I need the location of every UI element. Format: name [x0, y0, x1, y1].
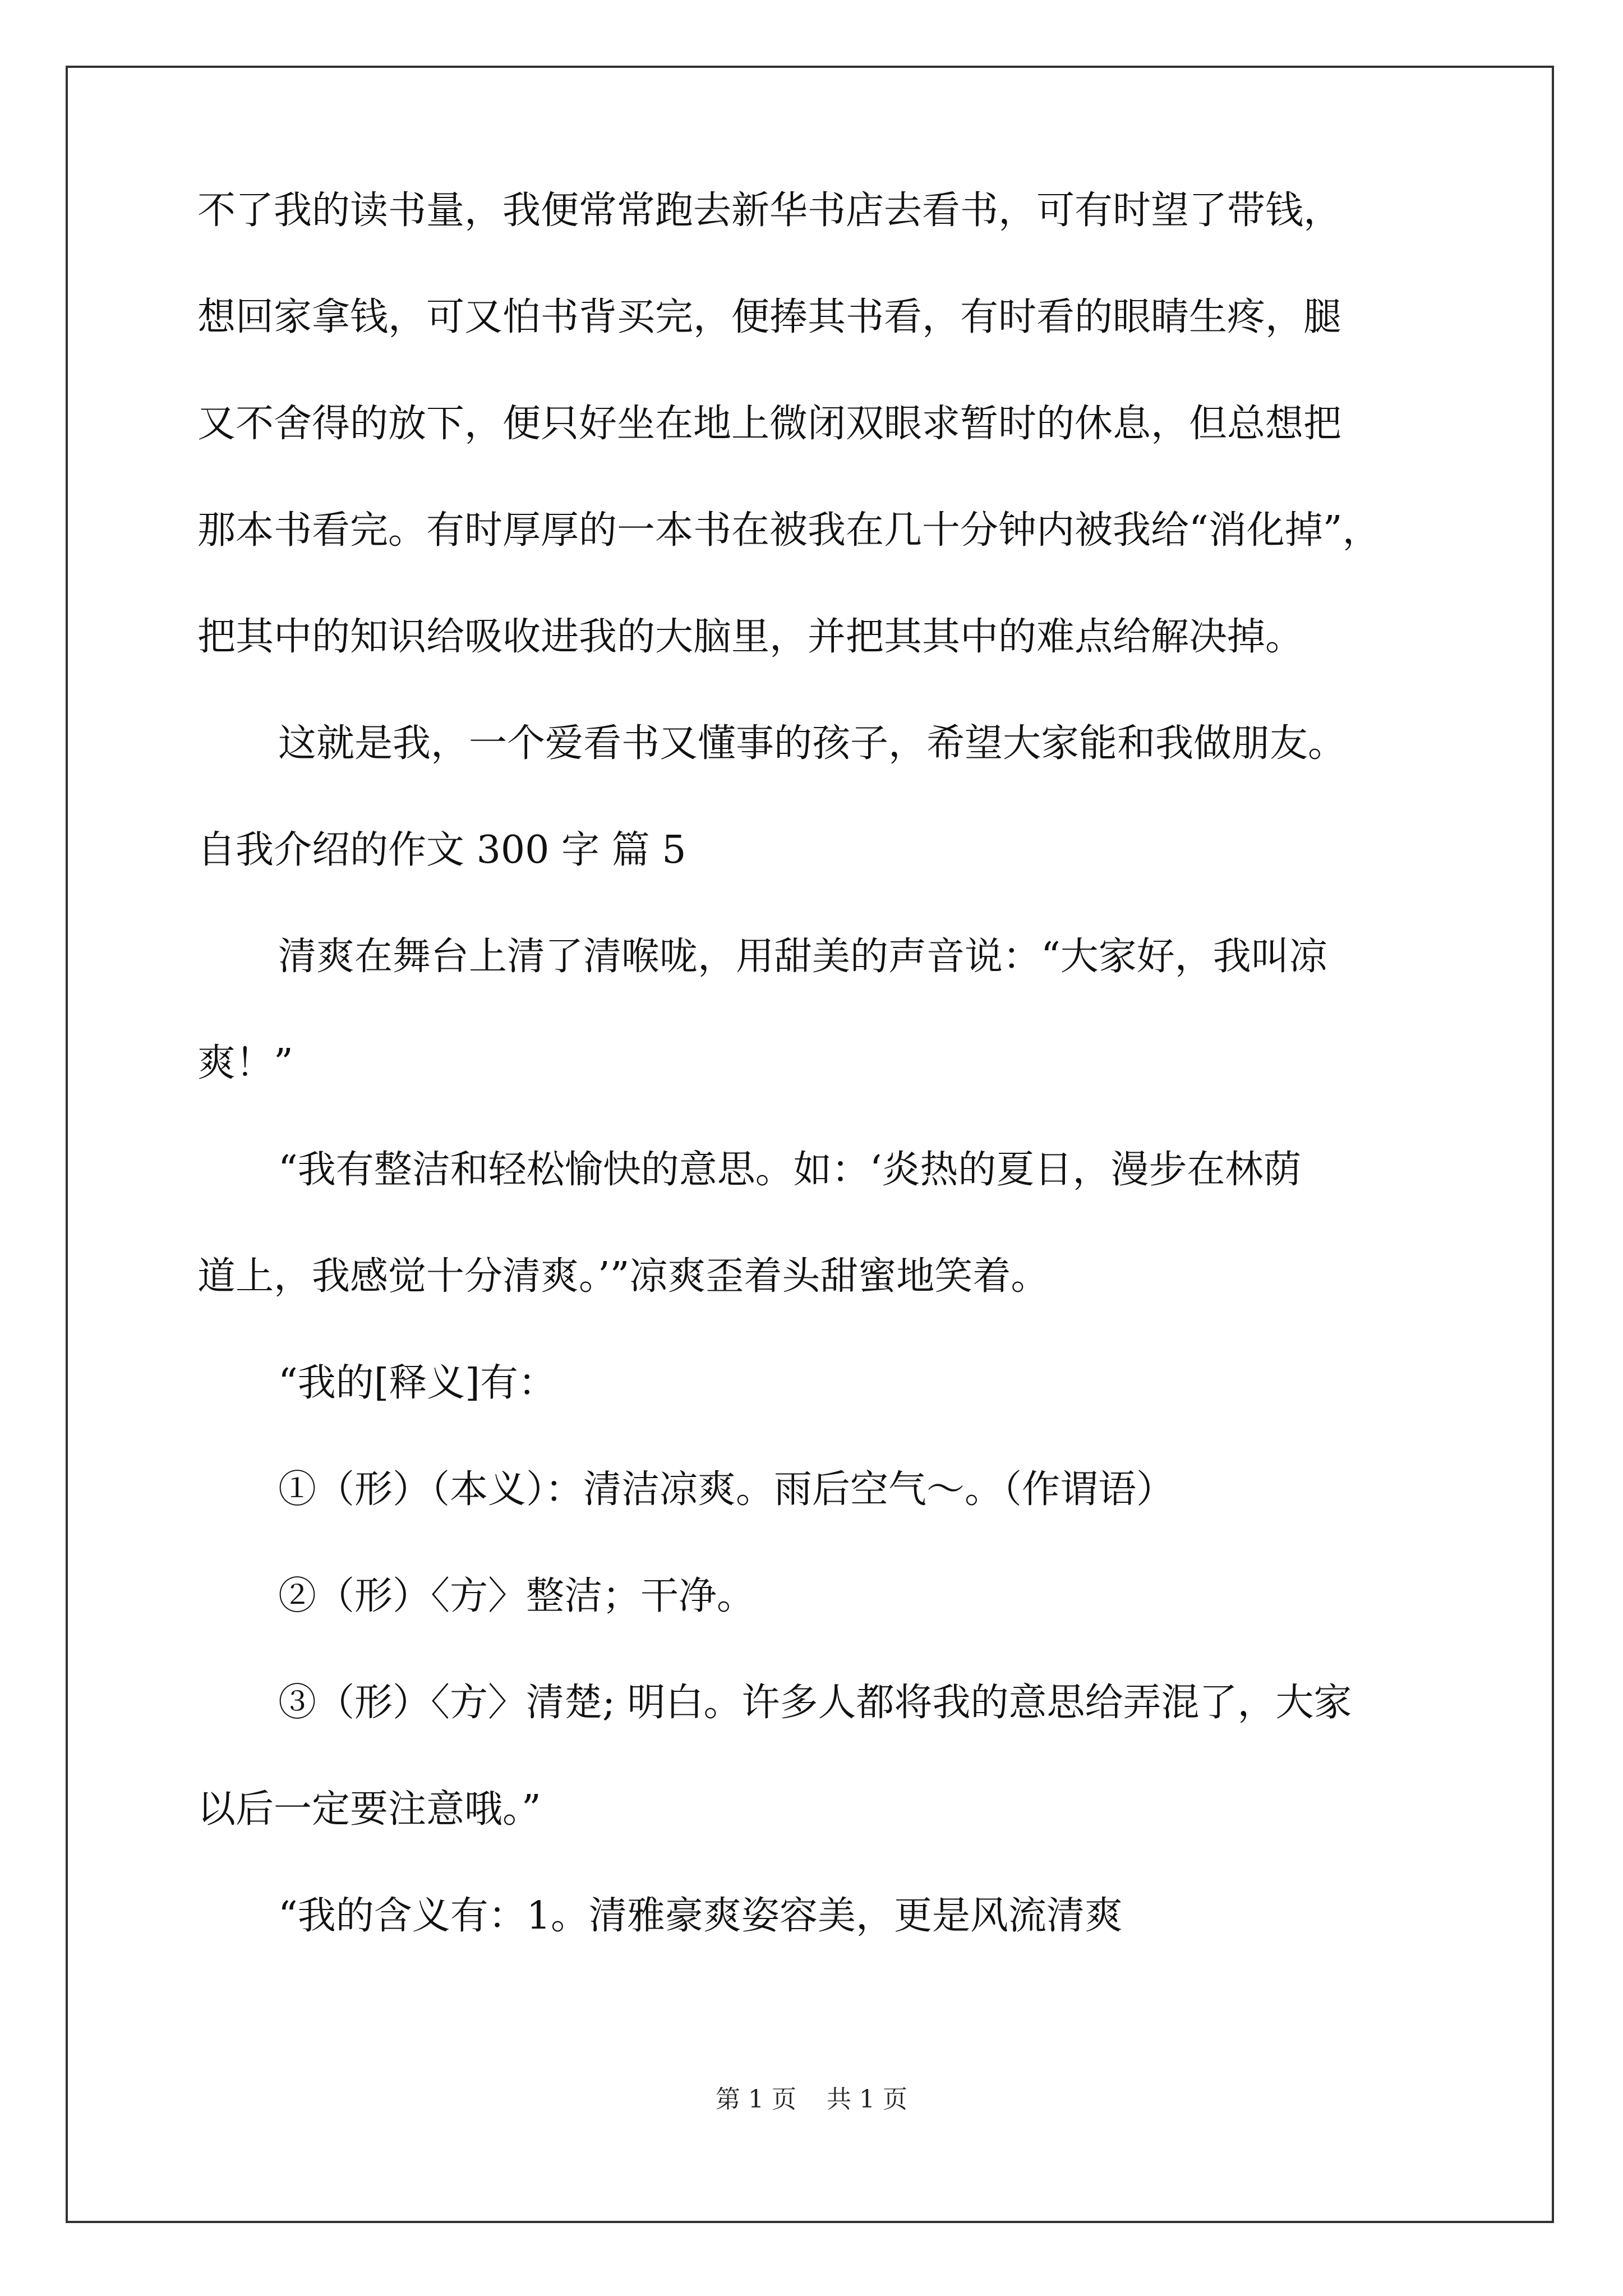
page-total: 共 1 页	[827, 2085, 907, 2114]
body-line-12: “我的[释义]有：	[278, 1361, 556, 1405]
body-line-11: 道上，我感觉十分清爽。’”凉爽歪着头甜蜜地笑着。	[197, 1254, 1049, 1299]
page-number: 第 1 页	[716, 2085, 796, 2114]
body-line-3: 又不舍得的放下，便只好坐在地上微闭双眼求暂时的休息，但总想把	[197, 402, 1342, 446]
body-line-17: “我的含义有：1。清雅豪爽姿容美，更是风流清爽	[278, 1894, 1123, 1938]
body-line-4: 那本书看完。有时厚厚的一本书在被我在几十分钟内被我给“消化掉”，	[197, 508, 1381, 553]
page-footer	[0, 2083, 1623, 2116]
section-heading: 自我介绍的作文 300 字 篇 5	[197, 828, 686, 872]
definition-item-1: ①（形）（本义）：清洁凉爽。雨后空气～。（作谓语）	[278, 1467, 1175, 1512]
body-line-9: 爽！”	[197, 1041, 293, 1085]
definition-item-2: ②（形）〈方〉整洁；干净。	[278, 1574, 755, 1618]
body-line-1: 不了我的读书量，我便常常跑去新华书店去看书，可有时望了带钱，	[197, 188, 1342, 233]
body-line-5: 把其中的知识给吸收进我的大脑里，并把其其中的难点给解决掉。	[197, 615, 1304, 659]
body-line-6: 这就是我，一个爱看书又懂事的孩子，希望大家能和我做朋友。	[278, 721, 1347, 766]
body-line-2: 想回家拿钱，可又怕书背买完，便捧其书看，有时看的眼睛生疼，腿	[197, 295, 1342, 339]
body-line-8: 清爽在舞台上清了清喉咙，用甜美的声音说：“大家好，我叫凉	[278, 935, 1327, 979]
definition-item-3: ③（形）〈方〉清楚; 明白。许多人都将我的意思给弄混了，大家	[278, 1681, 1352, 1725]
body-line-10: “我有整洁和轻松愉快的意思。如：‘炎热的夏日，漫步在林荫	[278, 1148, 1302, 1192]
body-line-16: 以后一定要注意哦。”	[197, 1787, 541, 1832]
